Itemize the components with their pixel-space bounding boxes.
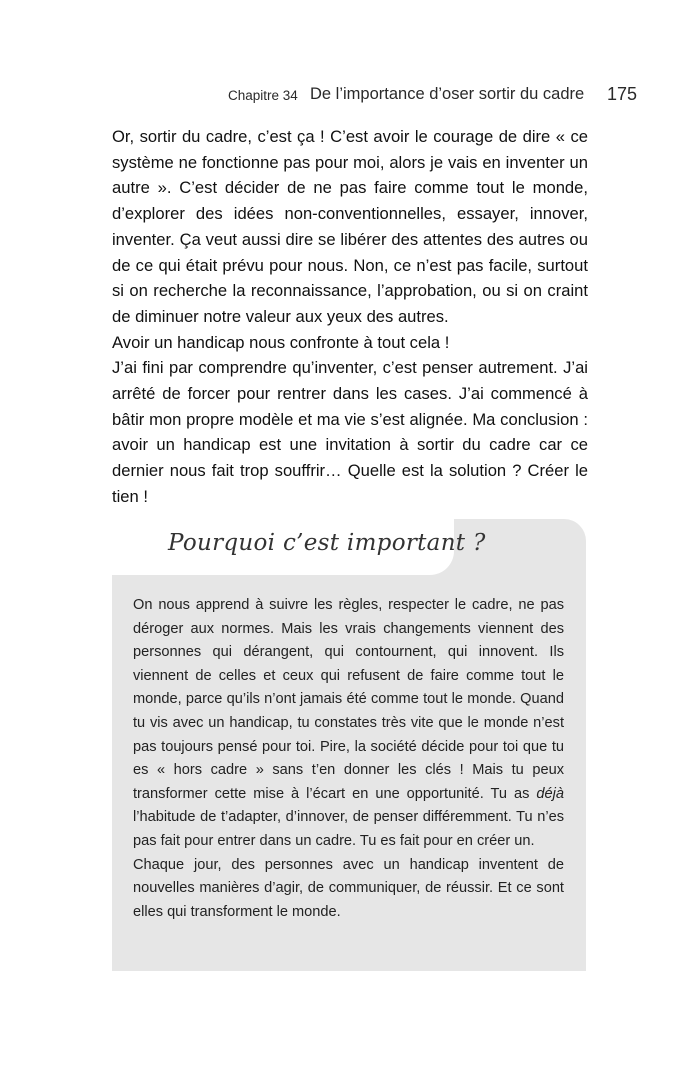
paragraph-2: Avoir un handicap nous confronte à tout cela ! [112, 332, 450, 352]
callout-text-part-a: On nous apprend à suivre les règles, respecter le cadre, ne pas déroger aux normes. Mais les vrais changements viennent des personnes qui dérangent, qui contournent, qui innovent. Ils viennent de celles et ceux qui refusent de faire comme tout le monde, parce qu’ils n’ont jamais été comme tout le monde. Quand tu vis avec un handicap, tu constates très vite que le monde n’est pas toujours pensé pour toi. Pire, la société décide pour toi que tu es « hors cadre » sans t’en donner les clés ! Mais tu peux transformer cette mise à l’écart en une opportunité. Tu as [133, 597, 564, 802]
callout-emphasis: déjà [536, 785, 564, 802]
chapter-title: De l’importance d’oser sortir du cadre [310, 85, 585, 103]
main-text [112, 124, 588, 510]
chapter-label: Chapitre 34 [228, 88, 298, 103]
paragraph-3: J’ai fini par comprendre qu’inventer, c’est penser autrement. J’ai arrêté de forcer pour rentrer dans les cases. J’ai commencé à bâtir mon propre modèle et ma vie s’est alignée. Ma conclusion : avoir un handicap est une invitation à sortir du cadre car ce dernier nous fait trop souffrir… Quelle est la solution ? Créer le tien ! [112, 358, 588, 506]
callout-paragraph-1 [133, 594, 564, 854]
callout-text [133, 594, 564, 924]
page-number: 175 [607, 84, 638, 104]
callout-paragraph-2: Chaque jour, des personnes avec un handicap inventent de nouvelles manières d’agir, de communiquer, de réussir. Et ce sont elles qui transforment le monde. [133, 856, 564, 920]
paragraph-1: Or, sortir du cadre, c’est ça ! C’est avoir le courage de dire « ce système ne fonctionne pas pour moi, alors je vais en inventer un autre ». C’est décider de ne pas faire comme tout le monde, d’explorer des idées non-conventionnelles, essayer, innover, inventer. Ça veut aussi dire se libérer des attentes des autres ou de ce qui était prévu pour nous. Non, ce n’est pas facile, surtout si on recherche la reconnaissance, l’approbation, ou si on craint de diminuer notre valeur aux yeux des autres. [112, 127, 588, 326]
running-header [0, 84, 700, 108]
callout-title: Pourquoi c’est important ? [168, 530, 486, 556]
callout-text-part-b: l’habitude de t’adapter, d’innover, de penser différemment. Tu n’es pas fait pour entrer dans un cadre. Tu es fait pour en créer un. [133, 809, 564, 849]
